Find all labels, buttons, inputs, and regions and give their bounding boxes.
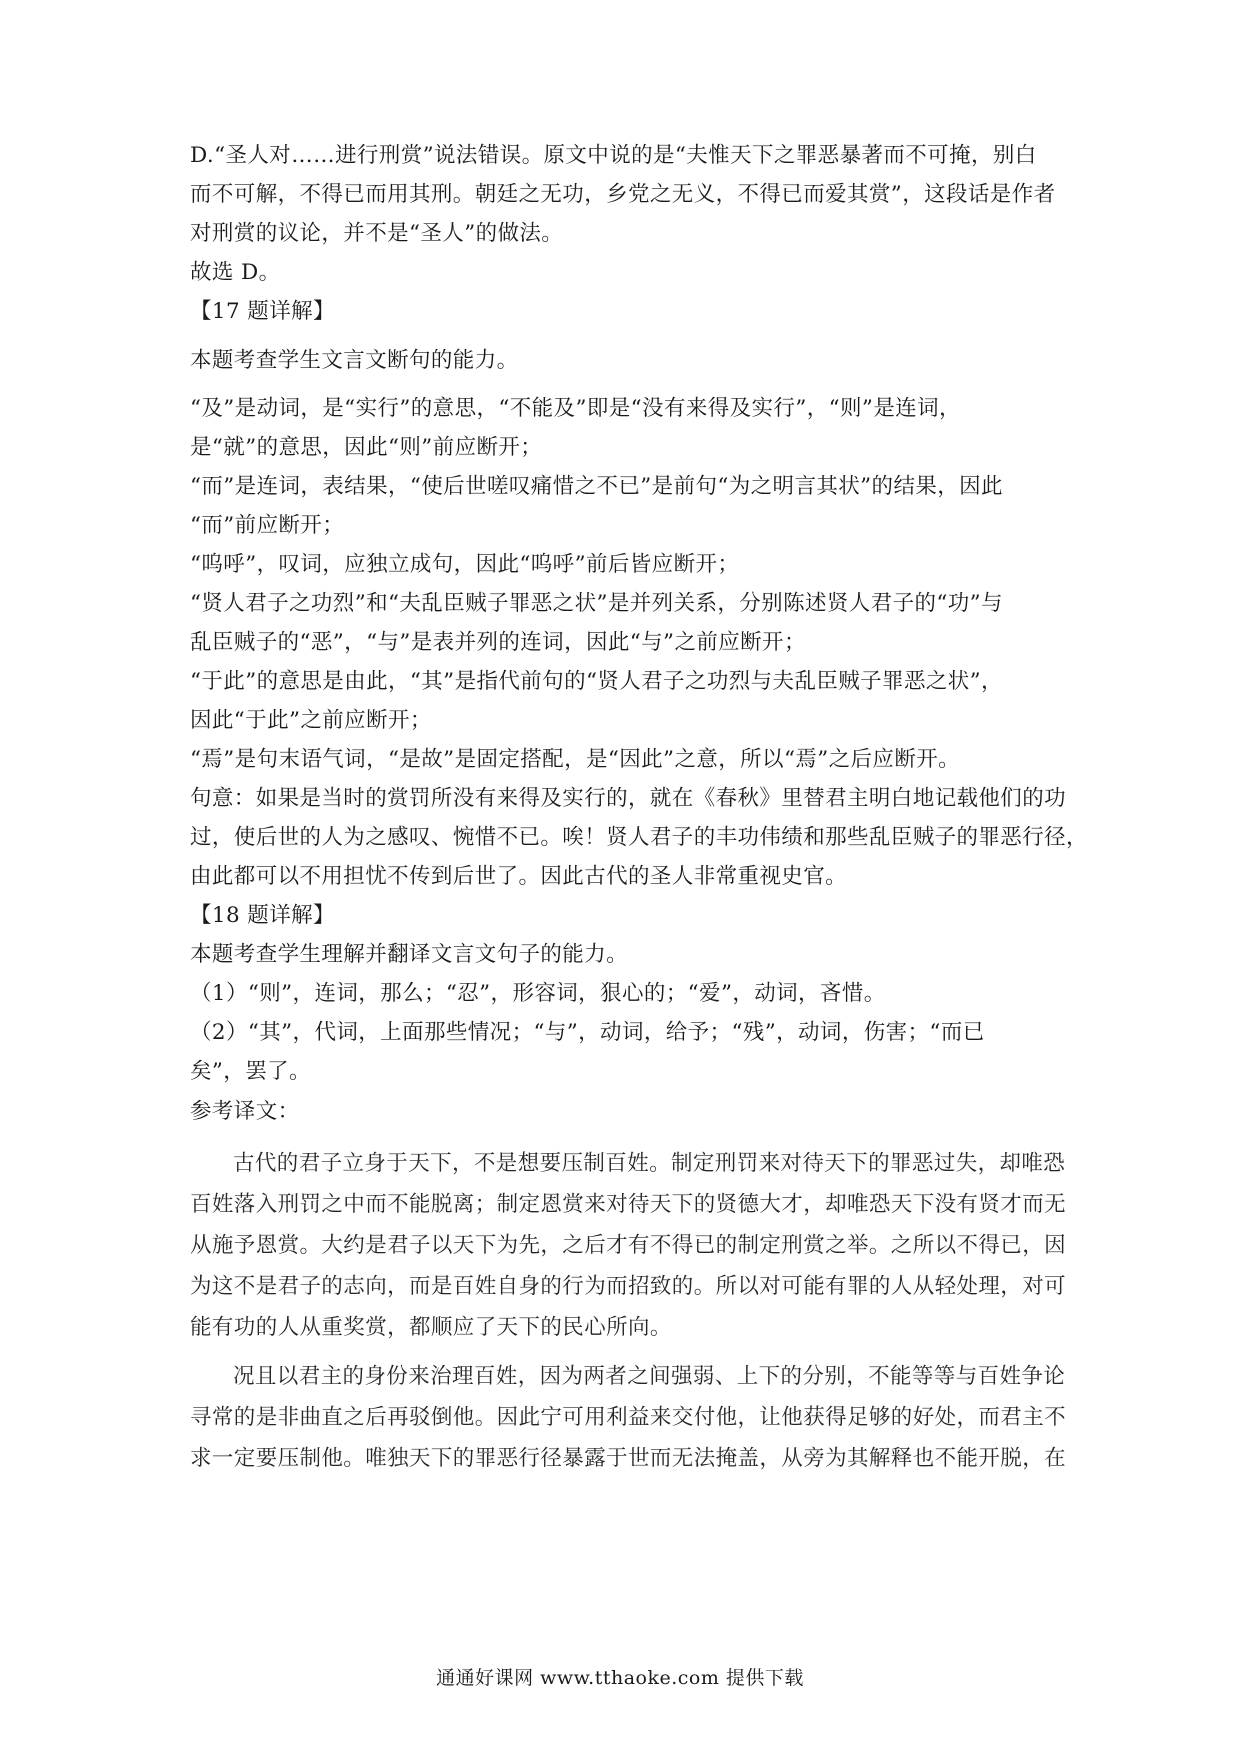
translation-line: 求一定要压制他。唯独天下的罪恶行径暴露于世而无法掩盖，从旁为其解释也不能开脱，在 [190,1446,1067,1471]
translation-line: 从施予恩赏。大约是君子以天下为先，之后才有不得已的制定刑赏之举。之所以不得已，因 [190,1233,1067,1258]
q17-point-line: 因此“于此”之前应断开； [190,708,432,733]
q17-point-line: 乱臣贼子的“恶”，“与”是表并列的连词，因此“与”之前应断开； [190,630,806,655]
q16-answer: 故选 D。 [190,260,281,285]
page-footer: 通通好课网 www.tthaoke.com 提供下载 [436,1667,804,1689]
reference-translation-label: 参考译文： [190,1099,300,1124]
q17-point-line: “于此”的意思是由此，“其”是指代前句的“贤人君子之功烈与夫乱臣贼子罪恶之状”， [190,669,1003,694]
q17-point-line: “及”是动词，是“实行”的意思，“不能及”即是“没有来得及实行”，“则”是连词， [190,396,961,421]
translation-line: 百姓落入刑罚之中而不能脱离；制定恩赏来对待天下的贤德大才，却唯恐天下没有贤才而无 [190,1192,1067,1217]
q17-point-line: “呜呼”，叹词，应独立成句，因此“呜呼”前后皆应断开； [190,552,740,577]
q16-option-d-line: D.“圣人对……进行刑赏”说法错误。原文中说的是“夫惟天下之罪恶暴著而不可掩，别白 [190,143,1037,168]
q17-point-line: “而”前应断开； [190,513,345,538]
q18-intro: 本题考查学生理解并翻译文言文句子的能力。 [190,942,629,967]
q17-heading: 【17 题详解】 [190,299,335,324]
q17-point-line: 是“就”的意思，因此“则”前应断开； [190,435,543,460]
translation-line: 寻常的是非曲直之后再驳倒他。因此宁可用利益来交付他，让他获得足够的好处，而君主不 [190,1405,1067,1430]
q17-point-line: “贤人君子之功烈”和“夫乱臣贼子罪恶之状”是并列关系，分别陈述贤人君子的“功”与 [190,591,1003,616]
translation-line: 况且以君主的身份来治理百姓，因为两者之间强弱、上下的分别，不能等等与百姓争论 [233,1364,1066,1389]
q18-heading: 【18 题详解】 [190,903,335,928]
q18-point-line: （2）“其”，代词，上面那些情况；“与”，动词，给予；“残”，动词，伤害；“而已 [190,1020,985,1045]
q17-point-line: “焉”是句末语气词，“是故”是固定搭配，是“因此”之意，所以“焉”之后应断开。 [190,747,961,772]
q17-meaning-line: 句意：如果是当时的赏罚所没有来得及实行的，就在《春秋》里替君主明白地记载他们的功 [190,786,1067,811]
q17-meaning-line: 由此都可以不用担忧不传到后世了。因此古代的圣人非常重视史官。 [190,864,848,889]
q17-point-line: “而”是连词，表结果，“使后世嗟叹痛惜之不已”是前句“为之明言其状”的结果，因此 [190,474,1003,499]
translation-line: 古代的君子立身于天下，不是想要压制百姓。制定刑罚来对待天下的罪恶过失，却唯恐 [233,1151,1066,1176]
q17-intro: 本题考查学生文言文断句的能力。 [190,348,519,373]
q18-point-line: （1）“则”，连词，那么；“忍”，形容词，狠心的；“爱”，动词，吝惜。 [190,981,886,1006]
q18-point-line: 矣”，罢了。 [190,1059,311,1084]
q16-option-d-line: 而不可解，不得已而用其刑。朝廷之无功，乡党之无义，不得已而爱其赏”，这段话是作者 [190,182,1056,207]
translation-line: 为这不是君子的志向，而是百姓自身的行为而招致的。所以对可能有罪的人从轻处理，对可 [190,1274,1067,1299]
translation-line: 能有功的人从重奖赏，都顺应了天下的民心所向。 [190,1315,672,1340]
q16-option-d-line: 对刑赏的议论，并不是“圣人”的做法。 [190,221,564,246]
q17-meaning-line: 过，使后世的人为之感叹、惋惜不已。唉！贤人君子的丰功伟绩和那些乱臣贼子的罪恶行径， [190,825,1088,850]
